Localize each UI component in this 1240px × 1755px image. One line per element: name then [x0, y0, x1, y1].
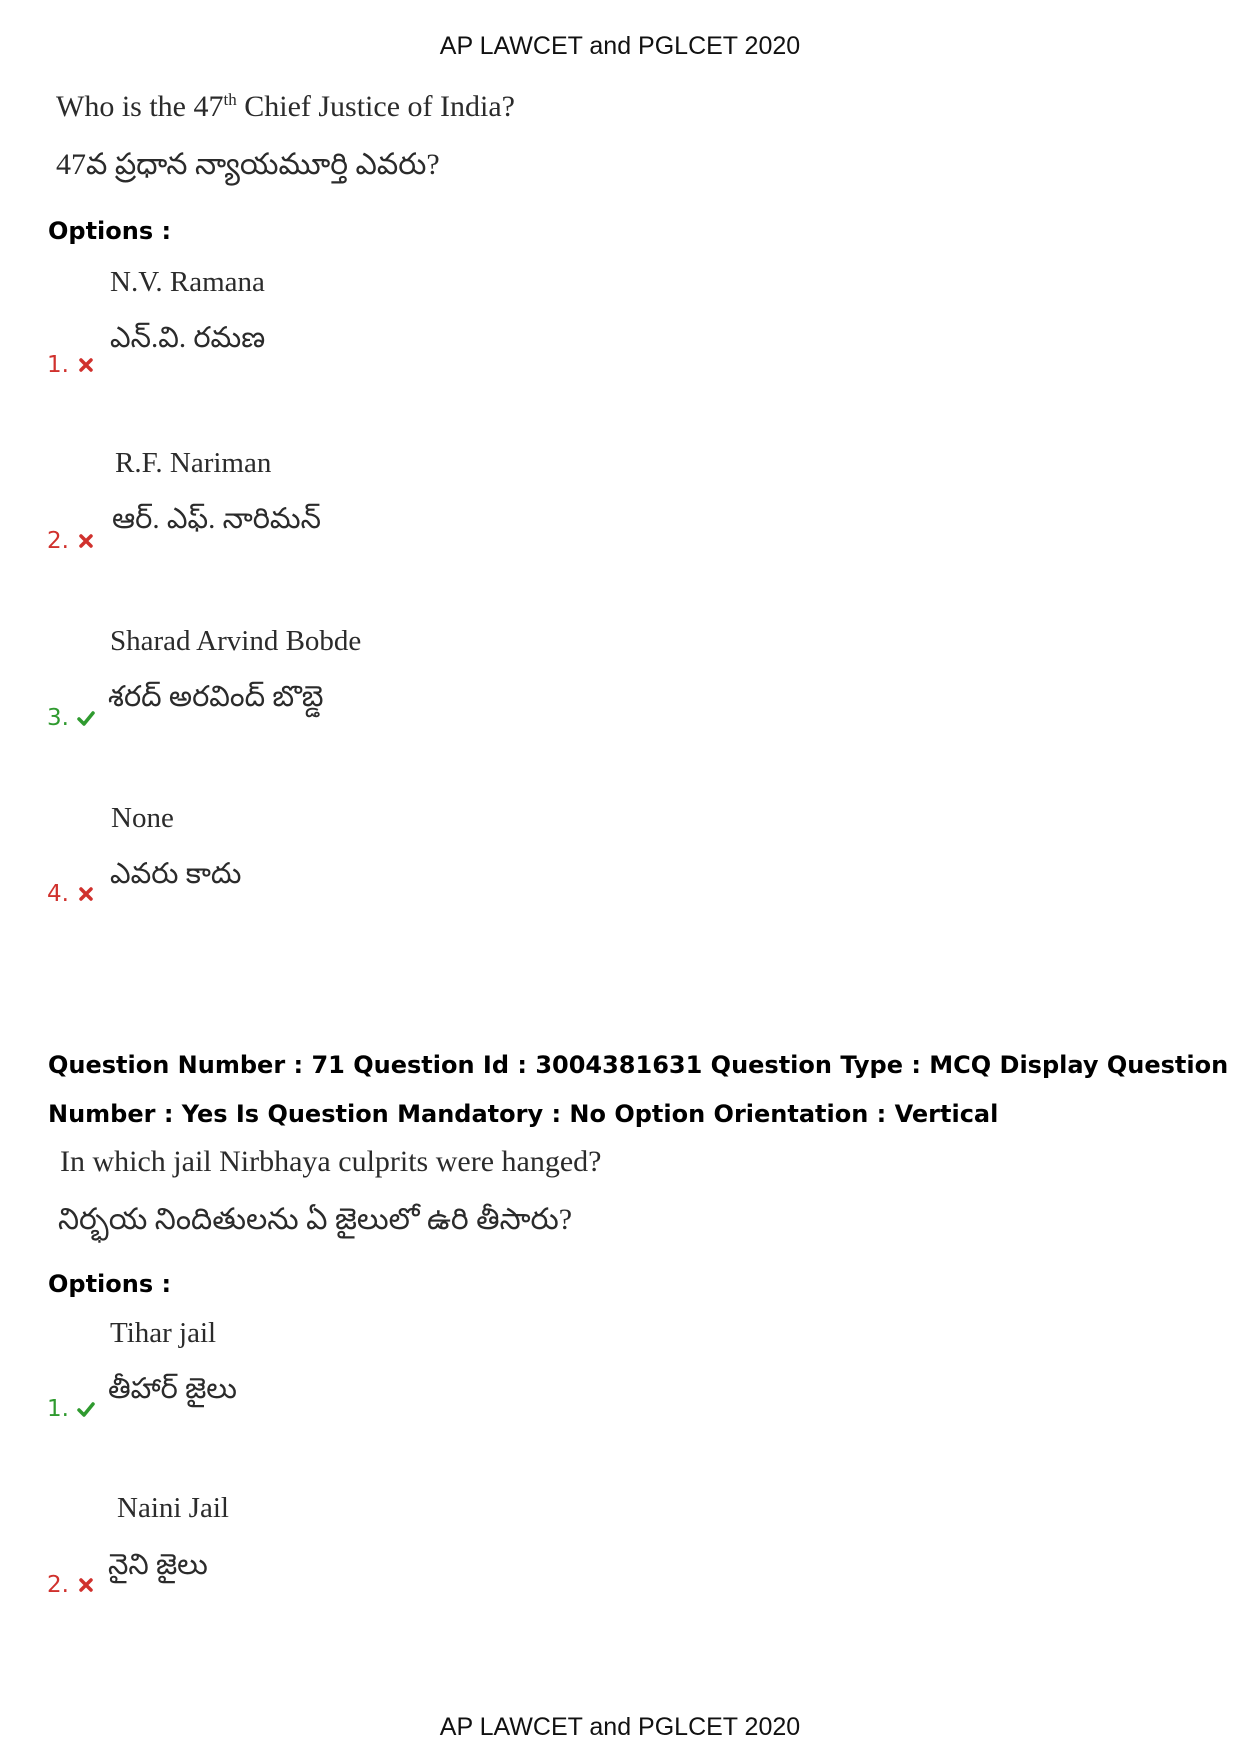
- check-icon: [77, 709, 95, 727]
- option-3-text-te: శరద్ అరవింద్ బొబ్డె: [108, 681, 324, 713]
- option-4-text-en: None: [111, 802, 174, 834]
- option-1-text-te: ఎన్.వి. రమణ: [110, 322, 266, 354]
- cross-icon: [77, 885, 95, 903]
- option-3-text-en: Sharad Arvind Bobde: [110, 625, 362, 657]
- option-number: 1.: [47, 352, 69, 378]
- cross-icon: [77, 532, 95, 550]
- option-3-marker: [47, 705, 95, 731]
- question-text-te: నిర్భయ నిందితులను ఏ జైలులో ఉరి తీసారు?: [58, 1203, 573, 1236]
- option-2-text-en: Naini Jail: [117, 1492, 229, 1524]
- option-number: 3.: [47, 705, 69, 731]
- option-number: 2.: [47, 1572, 69, 1598]
- option-1-text-en: N.V. Ramana: [110, 266, 265, 298]
- option-2-marker: [47, 528, 95, 554]
- cross-icon: [77, 356, 95, 374]
- option-1-marker: [47, 352, 95, 378]
- option-2-text-en: R.F. Nariman: [115, 447, 272, 479]
- question-text-en: In which jail Nirbhaya culprits were hanged?: [60, 1145, 602, 1178]
- question-text-prefix: Who is the 47: [56, 90, 224, 123]
- options-label: Options :: [48, 1270, 172, 1298]
- page-footer: AP LAWCET and PGLCET 2020: [439, 1713, 801, 1741]
- check-icon: [77, 1400, 95, 1418]
- question-text-suffix: Chief Justice of India?: [236, 90, 515, 123]
- option-2-marker: [47, 1572, 95, 1598]
- cross-icon: [77, 1576, 95, 1594]
- option-2-text-te: ఆర్. ఎఫ్. నారిమన్: [112, 503, 321, 535]
- question-meta-line-2: Number : Yes Is Question Mandatory : No Option Orientation : Vertical: [48, 1100, 999, 1128]
- question-text-te: 47వ ప్రధాన న్యాయమూర్తి ఎవరు?: [56, 148, 440, 181]
- question-text-en: [56, 90, 515, 124]
- options-label: Options :: [48, 217, 172, 245]
- option-1-marker: [47, 1396, 95, 1422]
- option-4-text-te: ఎవరు కాదు: [110, 858, 242, 890]
- ordinal-superscript: th: [223, 90, 237, 109]
- option-number: 2.: [47, 528, 69, 554]
- option-number: 4.: [47, 881, 69, 907]
- page-header: AP LAWCET and PGLCET 2020: [439, 32, 801, 60]
- option-2-text-te: నైని జైలు: [108, 1549, 208, 1581]
- option-4-marker: [47, 881, 95, 907]
- option-1-text-te: తీహార్ జైలు: [108, 1373, 237, 1405]
- option-number: 1.: [47, 1396, 69, 1422]
- option-1-text-en: Tihar jail: [110, 1317, 217, 1349]
- question-meta-line-1: Question Number : 71 Question Id : 3004381631 Question Type : MCQ Display Question: [48, 1051, 1229, 1079]
